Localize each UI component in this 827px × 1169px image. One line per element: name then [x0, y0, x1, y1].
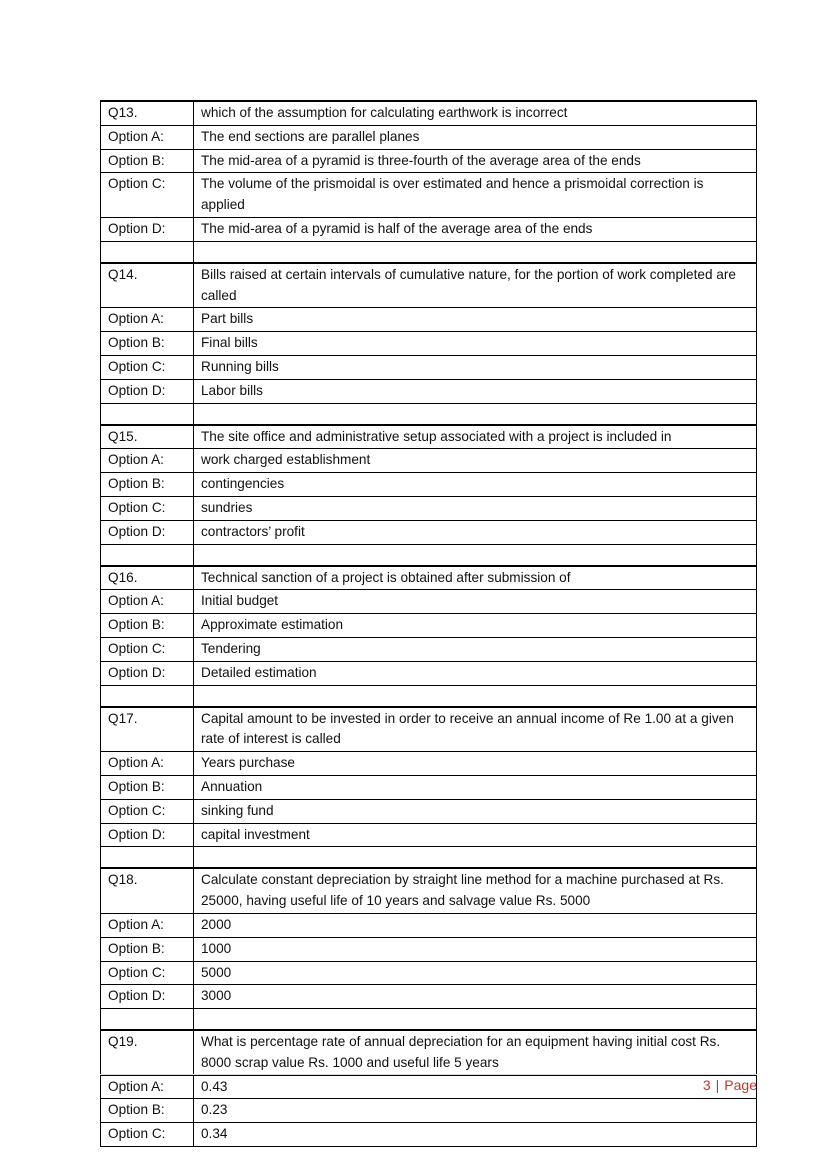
option-row	[101, 637, 757, 661]
page-number: 3	[702, 1077, 711, 1093]
option-row	[101, 985, 757, 1009]
option-row-text: 0.23	[194, 1099, 757, 1123]
option-row	[101, 473, 757, 497]
spacer-row-label	[101, 847, 194, 869]
option-row-text: Running bills	[194, 355, 757, 379]
option-row	[101, 1123, 757, 1147]
spacer-row-label	[101, 241, 194, 263]
question-row-label: Q18.	[101, 868, 194, 913]
option-row-text: 3000	[194, 985, 757, 1009]
option-row	[101, 355, 757, 379]
option-row-label: Option B:	[101, 473, 194, 497]
option-row	[101, 308, 757, 332]
question-table	[100, 100, 757, 1147]
spacer-row-label	[101, 685, 194, 707]
question-row-label: Q16.	[101, 566, 194, 590]
option-row-label: Option A:	[101, 590, 194, 614]
question-row	[101, 707, 757, 752]
option-row-label: Option A:	[101, 752, 194, 776]
question-row-text: which of the assumption for calculating earthwork is incorrect	[194, 101, 757, 125]
option-row-text: contractors’ profit	[194, 520, 757, 544]
option-row	[101, 937, 757, 961]
question-row	[101, 868, 757, 913]
spacer-row	[101, 847, 757, 869]
spacer-row-text	[194, 241, 757, 263]
option-row-label: Option B:	[101, 937, 194, 961]
option-row-text: Final bills	[194, 332, 757, 356]
option-row-text: contingencies	[194, 473, 757, 497]
spacer-row	[101, 685, 757, 707]
option-row-label: Option C:	[101, 799, 194, 823]
option-row-text: The mid-area of a pyramid is half of the average area of the ends	[194, 217, 757, 241]
footer-separator: |	[715, 1077, 720, 1093]
footer-divider	[100, 1074, 757, 1075]
question-row-text: Calculate constant depreciation by straight line method for a machine purchased at Rs. 25000, having useful life of 10 years and salvage value Rs. 5000	[194, 868, 757, 913]
option-row	[101, 590, 757, 614]
question-row-text: What is percentage rate of annual depreciation for an equipment having initial cost Rs. 8000 scrap value Rs. 1000 and useful life 5 years	[194, 1030, 757, 1075]
spacer-row	[101, 403, 757, 425]
option-row-text: 0.43	[194, 1075, 757, 1099]
spacer-row-text	[194, 685, 757, 707]
spacer-row	[101, 1009, 757, 1031]
option-row-text: sundries	[194, 496, 757, 520]
option-row-text: Tendering	[194, 637, 757, 661]
question-row	[101, 566, 757, 590]
option-row-label: Option A:	[101, 308, 194, 332]
option-row	[101, 520, 757, 544]
question-row	[101, 1030, 757, 1075]
option-row-label: Option D:	[101, 217, 194, 241]
option-row-label: Option D:	[101, 823, 194, 847]
option-row	[101, 614, 757, 638]
option-row-text: Annuation	[194, 775, 757, 799]
spacer-row	[101, 544, 757, 566]
option-row	[101, 823, 757, 847]
option-row-label: Option B:	[101, 332, 194, 356]
option-row-label: Option C:	[101, 961, 194, 985]
option-row-label: Option A:	[101, 913, 194, 937]
option-row-label: Option A:	[101, 449, 194, 473]
option-row	[101, 913, 757, 937]
option-row	[101, 149, 757, 173]
option-row-text: Labor bills	[194, 379, 757, 403]
option-row	[101, 173, 757, 218]
option-row-text: Approximate estimation	[194, 614, 757, 638]
spacer-row	[101, 241, 757, 263]
option-row	[101, 125, 757, 149]
spacer-row-text	[194, 1009, 757, 1031]
option-row-text: The end sections are parallel planes	[194, 125, 757, 149]
page-label: Page	[724, 1077, 757, 1093]
spacer-row-text	[194, 847, 757, 869]
option-row-label: Option D:	[101, 379, 194, 403]
option-row	[101, 1099, 757, 1123]
option-row	[101, 661, 757, 685]
option-row	[101, 752, 757, 776]
question-row-label: Q14.	[101, 263, 194, 308]
option-row-text: Initial budget	[194, 590, 757, 614]
page-footer	[100, 1077, 757, 1093]
question-row	[101, 101, 757, 125]
question-row	[101, 263, 757, 308]
option-row	[101, 332, 757, 356]
option-row	[101, 449, 757, 473]
option-row	[101, 379, 757, 403]
spacer-row-label	[101, 544, 194, 566]
option-row-text: 5000	[194, 961, 757, 985]
spacer-row-label	[101, 1009, 194, 1031]
option-row	[101, 961, 757, 985]
option-row-text: capital investment	[194, 823, 757, 847]
question-row-label: Q17.	[101, 707, 194, 752]
option-row-text: 0.34	[194, 1123, 757, 1147]
option-row-text: sinking fund	[194, 799, 757, 823]
option-row-label: Option B:	[101, 614, 194, 638]
question-row-label: Q15.	[101, 425, 194, 449]
question-row-label: Q13.	[101, 101, 194, 125]
option-row-text: The mid-area of a pyramid is three-fourth of the average area of the ends	[194, 149, 757, 173]
option-row	[101, 217, 757, 241]
question-row-text: Bills raised at certain intervals of cumulative nature, for the portion of work completed are called	[194, 263, 757, 308]
spacer-row-text	[194, 544, 757, 566]
option-row-label: Option A:	[101, 125, 194, 149]
option-row-text: 1000	[194, 937, 757, 961]
option-row-label: Option D:	[101, 520, 194, 544]
option-row-label: Option C:	[101, 173, 194, 218]
option-row-text: Detailed estimation	[194, 661, 757, 685]
option-row	[101, 496, 757, 520]
question-row	[101, 425, 757, 449]
question-sheet	[100, 100, 757, 1147]
spacer-row-label	[101, 403, 194, 425]
question-row-text: Technical sanction of a project is obtained after submission of	[194, 566, 757, 590]
option-row-label: Option B:	[101, 775, 194, 799]
option-row-text: 2000	[194, 913, 757, 937]
question-row-text: Capital amount to be invested in order to receive an annual income of Re 1.00 at a given rate of interest is called	[194, 707, 757, 752]
option-row-label: Option D:	[101, 661, 194, 685]
option-row-text: Part bills	[194, 308, 757, 332]
option-row-label: Option A:	[101, 1075, 194, 1099]
question-row-label: Q19.	[101, 1030, 194, 1075]
option-row-label: Option C:	[101, 637, 194, 661]
option-row-label: Option C:	[101, 355, 194, 379]
option-row-text: The volume of the prismoidal is over estimated and hence a prismoidal correction is applied	[194, 173, 757, 218]
option-row-text: Years purchase	[194, 752, 757, 776]
option-row	[101, 799, 757, 823]
option-row-label: Option B:	[101, 1099, 194, 1123]
option-row-label: Option C:	[101, 1123, 194, 1147]
option-row-label: Option C:	[101, 496, 194, 520]
option-row-text: work charged establishment	[194, 449, 757, 473]
option-row-label: Option B:	[101, 149, 194, 173]
option-row-label: Option D:	[101, 985, 194, 1009]
spacer-row-text	[194, 403, 757, 425]
question-row-text: The site office and administrative setup associated with a project is included in	[194, 425, 757, 449]
question-table-body	[101, 101, 757, 1147]
option-row	[101, 775, 757, 799]
